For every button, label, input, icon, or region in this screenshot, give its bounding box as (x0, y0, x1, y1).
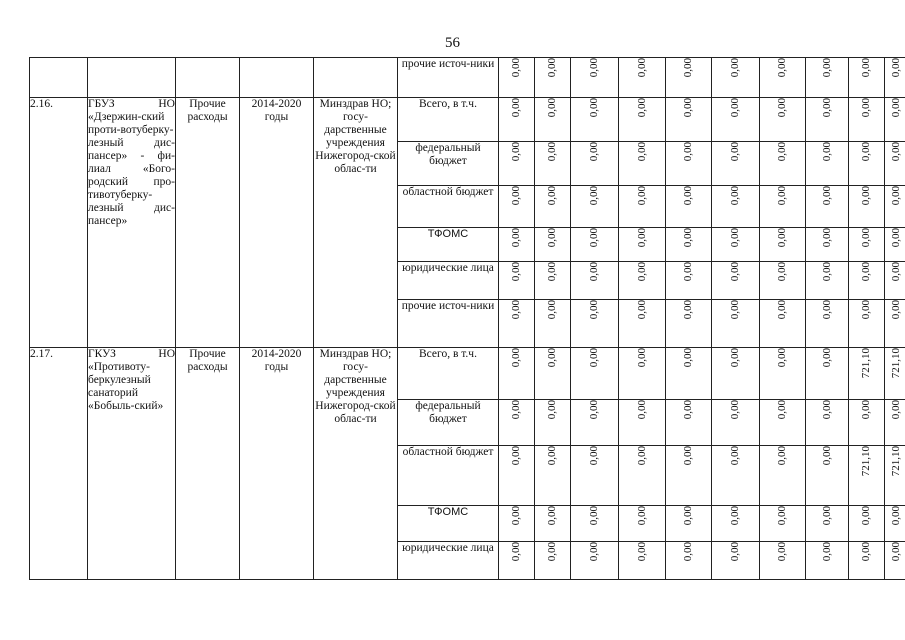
value-cell (806, 262, 849, 300)
value-text: 0,00 (510, 98, 522, 118)
value-cell (885, 58, 905, 98)
value-text: 0,00 (510, 446, 522, 466)
value-text: 0,00 (510, 228, 522, 248)
value-cell (849, 142, 885, 186)
value-text: 0,00 (682, 186, 694, 206)
value-text: 0,00 (682, 262, 694, 282)
financing-table (29, 57, 905, 580)
value-text: 0,00 (889, 142, 902, 162)
value-text: 0,00 (820, 400, 833, 420)
value-cell (571, 542, 619, 580)
value-cell (849, 300, 885, 348)
value-text: 0,00 (588, 446, 600, 466)
value-text: 0,00 (510, 262, 522, 282)
value-text: 0,00 (776, 142, 788, 162)
value-text: 0,00 (546, 142, 558, 162)
value-cell (499, 348, 535, 400)
value-cell (806, 228, 849, 262)
value-cell (666, 142, 712, 186)
value-text: 0,00 (510, 58, 522, 78)
value-text: 0,00 (546, 400, 558, 420)
value-cell (760, 58, 806, 98)
period: 2014-2020 годы (240, 98, 314, 348)
value-text: 0,00 (588, 262, 600, 282)
value-text: 0,00 (546, 506, 558, 526)
page-number: 56 (445, 35, 460, 51)
value-cell (885, 228, 905, 262)
value-cell (619, 300, 666, 348)
value-cell (806, 400, 849, 446)
value-cell (535, 186, 571, 228)
value-cell (885, 142, 905, 186)
expense-type: Прочие расходы (176, 98, 240, 348)
value-text: 0,00 (682, 142, 694, 162)
value-text: 0,00 (889, 542, 902, 562)
value-text: 0,00 (889, 98, 902, 118)
table-row (30, 348, 905, 400)
value-cell (619, 506, 666, 542)
value-text: 0,00 (860, 506, 872, 526)
value-cell (849, 228, 885, 262)
value-cell (571, 400, 619, 446)
value-cell (760, 400, 806, 446)
value-cell (619, 400, 666, 446)
value-text: 0,00 (860, 98, 872, 118)
value-cell (712, 506, 760, 542)
value-cell (712, 300, 760, 348)
value-cell (619, 542, 666, 580)
value-cell (712, 542, 760, 580)
entry-name: ГБУЗ НО «Дзержин-ский проти-вотуберку-лезный дис-пансер» - фи-лиал «Бого-родский про-тивотуберку-лезный дис-пансер» (88, 98, 176, 348)
value-cell (666, 58, 712, 98)
empty-cell (30, 58, 88, 98)
value-cell (760, 506, 806, 542)
value-cell (806, 58, 849, 98)
value-text: 0,00 (682, 300, 694, 320)
value-text: 0,00 (820, 542, 833, 562)
value-text: 0,00 (729, 542, 741, 562)
value-cell (806, 506, 849, 542)
value-cell (571, 98, 619, 142)
value-cell (499, 98, 535, 142)
source-cell (398, 228, 499, 262)
value-text: 0,00 (729, 98, 741, 118)
value-cell (666, 506, 712, 542)
value-cell (712, 348, 760, 400)
value-cell (760, 228, 806, 262)
source-cell (398, 142, 499, 186)
value-text: 0,00 (729, 300, 741, 320)
value-cell (885, 186, 905, 228)
period: 2014-2020 годы (240, 348, 314, 580)
value-text: 0,00 (889, 300, 902, 320)
value-cell (666, 348, 712, 400)
value-text: 0,00 (510, 300, 522, 320)
value-cell (712, 446, 760, 506)
value-text: 0,00 (820, 228, 833, 248)
value-cell (885, 300, 905, 348)
value-cell (885, 542, 905, 580)
value-text: 0,00 (820, 300, 833, 320)
executor: Минздрав НО; госу-дарственные учреждения Нижегород-ской облас-ти (314, 348, 398, 580)
value-text: 0,00 (510, 186, 522, 206)
value-cell (849, 58, 885, 98)
value-cell (849, 542, 885, 580)
value-text: 721,10 (889, 348, 902, 379)
value-cell (760, 300, 806, 348)
value-text: 0,00 (682, 58, 694, 78)
value-text: 0,00 (820, 506, 833, 526)
value-text: 0,00 (776, 98, 788, 118)
value-cell (535, 400, 571, 446)
entry-number: 2.17. (30, 348, 88, 580)
source-cell (398, 98, 499, 142)
value-text: 0,00 (729, 228, 741, 248)
value-cell (760, 446, 806, 506)
value-text: 0,00 (682, 506, 694, 526)
value-text: 0,00 (510, 400, 522, 420)
value-cell (849, 186, 885, 228)
source-label: Всего, в т.ч. (419, 348, 477, 360)
value-cell (806, 348, 849, 400)
empty-cell (176, 58, 240, 98)
value-cell (712, 400, 760, 446)
value-cell (535, 348, 571, 400)
value-cell (666, 542, 712, 580)
value-text: 0,00 (820, 186, 833, 206)
source-label: прочие источ-ники (401, 58, 495, 70)
value-cell (666, 98, 712, 142)
source-cell (398, 446, 499, 506)
value-cell (885, 262, 905, 300)
value-text: 0,00 (546, 228, 558, 248)
value-cell (666, 228, 712, 262)
value-cell (535, 58, 571, 98)
value-cell (712, 98, 760, 142)
value-text: 0,00 (820, 142, 833, 162)
value-cell (760, 348, 806, 400)
value-cell (619, 58, 666, 98)
value-text: 0,00 (776, 446, 788, 466)
table-row (30, 98, 905, 142)
value-cell (535, 446, 571, 506)
value-cell (499, 400, 535, 446)
value-text: 0,00 (776, 228, 788, 248)
entry-name: ГКУЗ НО «Противоту-беркулезный санаторий «Бобыль-ский» (88, 348, 176, 580)
value-text: 0,00 (588, 300, 600, 320)
value-text: 0,00 (776, 542, 788, 562)
value-cell (535, 142, 571, 186)
value-text: 0,00 (820, 262, 833, 282)
value-cell (885, 446, 905, 506)
value-cell (885, 400, 905, 446)
value-cell (885, 506, 905, 542)
value-cell (760, 142, 806, 186)
value-text: 0,00 (820, 98, 833, 118)
source-cell (398, 186, 499, 228)
value-text: 0,00 (546, 542, 558, 562)
value-text: 0,00 (635, 348, 648, 368)
value-cell (619, 262, 666, 300)
value-text: 0,00 (860, 228, 872, 248)
empty-cell (88, 58, 176, 98)
value-cell (885, 348, 905, 400)
source-label: федеральный бюджет (415, 400, 481, 425)
value-cell (849, 98, 885, 142)
value-text: 0,00 (889, 400, 902, 420)
source-cell (398, 542, 499, 580)
value-text: 0,00 (860, 142, 872, 162)
source-cell (398, 300, 499, 348)
value-cell (849, 348, 885, 400)
value-cell (760, 262, 806, 300)
value-text: 0,00 (546, 300, 558, 320)
value-cell (760, 542, 806, 580)
value-text: 0,00 (546, 262, 558, 282)
value-text: 0,00 (776, 400, 788, 420)
value-text: 0,00 (776, 262, 788, 282)
value-text: 0,00 (588, 542, 600, 562)
value-cell (535, 98, 571, 142)
value-text: 0,00 (635, 300, 648, 320)
value-text: 0,00 (588, 348, 600, 368)
value-cell (499, 58, 535, 98)
source-label: областной бюджет (402, 446, 494, 458)
value-text: 0,00 (889, 58, 902, 78)
value-text: 0,00 (860, 186, 872, 206)
empty-cell (240, 58, 314, 98)
value-text: 0,00 (546, 58, 558, 78)
value-text: 0,00 (588, 186, 600, 206)
source-label: прочие источ-ники (401, 300, 495, 312)
value-text: 0,00 (588, 228, 600, 248)
value-cell (806, 446, 849, 506)
value-text: 0,00 (776, 348, 788, 368)
value-text: 0,00 (588, 400, 600, 420)
value-cell (806, 300, 849, 348)
value-cell (571, 262, 619, 300)
value-cell (571, 506, 619, 542)
value-cell (499, 506, 535, 542)
value-cell (499, 300, 535, 348)
value-text: 0,00 (729, 446, 741, 466)
value-text: 0,00 (682, 98, 694, 118)
value-text: 0,00 (510, 506, 522, 526)
value-text: 0,00 (729, 506, 741, 526)
entry-number: 2.16. (30, 98, 88, 348)
value-text: 0,00 (889, 262, 902, 282)
value-cell (760, 98, 806, 142)
value-text: 0,00 (510, 142, 522, 162)
value-text: 0,00 (682, 228, 694, 248)
value-cell (535, 506, 571, 542)
value-cell (806, 98, 849, 142)
value-cell (499, 262, 535, 300)
value-text: 0,00 (588, 142, 600, 162)
value-text: 0,00 (860, 58, 872, 78)
value-cell (571, 58, 619, 98)
executor: Минздрав НО; госу-дарственные учреждения Нижегород-ской облас-ти (314, 98, 398, 348)
source-label: ТФОМС (427, 228, 469, 240)
value-cell (666, 446, 712, 506)
value-text: 0,00 (682, 348, 694, 368)
value-cell (666, 186, 712, 228)
value-text: 0,00 (860, 300, 872, 320)
value-text: 0,00 (546, 348, 558, 368)
value-text: 0,00 (635, 446, 648, 466)
value-cell (535, 300, 571, 348)
value-text: 0,00 (635, 542, 648, 562)
source-label: федеральный бюджет (415, 142, 481, 167)
value-text: 0,00 (889, 186, 902, 206)
value-cell (666, 262, 712, 300)
value-text: 0,00 (860, 400, 872, 420)
value-text: 721,10 (860, 348, 872, 379)
value-cell (499, 186, 535, 228)
value-cell (571, 348, 619, 400)
value-text: 0,00 (635, 506, 648, 526)
value-cell (571, 446, 619, 506)
value-cell (712, 186, 760, 228)
value-text: 0,00 (588, 506, 600, 526)
value-cell (571, 228, 619, 262)
value-cell (619, 446, 666, 506)
value-text: 0,00 (729, 348, 741, 368)
value-cell (499, 446, 535, 506)
value-text: 0,00 (635, 400, 648, 420)
value-text: 0,00 (682, 446, 694, 466)
value-text: 0,00 (682, 400, 694, 420)
value-text: 0,00 (820, 446, 833, 466)
value-text: 0,00 (860, 542, 872, 562)
value-cell (712, 228, 760, 262)
value-cell (806, 186, 849, 228)
value-cell (499, 542, 535, 580)
value-text: 0,00 (546, 446, 558, 466)
value-cell (666, 400, 712, 446)
source-label: Всего, в т.ч. (419, 98, 477, 110)
value-text: 0,00 (729, 262, 741, 282)
value-text: 0,00 (820, 58, 833, 78)
value-text: 0,00 (860, 262, 872, 282)
value-cell (760, 186, 806, 228)
value-cell (571, 300, 619, 348)
value-cell (499, 142, 535, 186)
table-row (30, 58, 905, 98)
source-label: областной бюджет (402, 186, 494, 198)
value-text: 0,00 (729, 58, 741, 78)
value-text: 0,00 (776, 186, 788, 206)
value-text: 0,00 (776, 58, 788, 78)
value-text: 0,00 (588, 98, 600, 118)
value-cell (619, 186, 666, 228)
value-cell (619, 348, 666, 400)
value-text: 0,00 (820, 348, 833, 368)
value-cell (499, 228, 535, 262)
value-text: 721,10 (860, 446, 872, 477)
empty-cell (314, 58, 398, 98)
value-cell (849, 262, 885, 300)
value-text: 0,00 (635, 262, 648, 282)
value-text: 0,00 (635, 142, 648, 162)
value-text: 0,00 (546, 98, 558, 118)
value-text: 0,00 (510, 542, 522, 562)
source-cell (398, 262, 499, 300)
value-text: 0,00 (729, 142, 741, 162)
value-text: 0,00 (776, 300, 788, 320)
value-text: 0,00 (889, 506, 902, 526)
value-cell (571, 142, 619, 186)
value-text: 721,10 (889, 446, 902, 477)
value-cell (535, 262, 571, 300)
source-cell (398, 58, 499, 98)
value-text: 0,00 (682, 542, 694, 562)
source-cell (398, 348, 499, 400)
value-cell (619, 228, 666, 262)
value-cell (849, 400, 885, 446)
value-cell (571, 186, 619, 228)
source-cell (398, 400, 499, 446)
value-cell (712, 142, 760, 186)
value-text: 0,00 (635, 98, 648, 118)
value-cell (619, 142, 666, 186)
source-label: юридические лица (402, 262, 494, 274)
value-cell (619, 98, 666, 142)
value-cell (849, 506, 885, 542)
expense-type: Прочие расходы (176, 348, 240, 580)
source-label: юридические лица (402, 542, 494, 554)
value-cell (885, 98, 905, 142)
value-cell (535, 542, 571, 580)
source-label: ТФОМС (427, 506, 469, 518)
value-text: 0,00 (729, 186, 741, 206)
value-text: 0,00 (510, 348, 522, 368)
value-text: 0,00 (635, 186, 648, 206)
value-text: 0,00 (546, 186, 558, 206)
value-cell (535, 228, 571, 262)
value-text: 0,00 (889, 228, 902, 248)
value-text: 0,00 (729, 400, 741, 420)
source-cell (398, 506, 499, 542)
value-cell (806, 142, 849, 186)
value-text: 0,00 (776, 506, 788, 526)
value-cell (806, 542, 849, 580)
value-cell (712, 58, 760, 98)
value-text: 0,00 (588, 58, 600, 78)
value-text: 0,00 (635, 58, 648, 78)
value-cell (666, 300, 712, 348)
value-cell (849, 446, 885, 506)
value-text: 0,00 (635, 228, 648, 248)
value-cell (712, 262, 760, 300)
